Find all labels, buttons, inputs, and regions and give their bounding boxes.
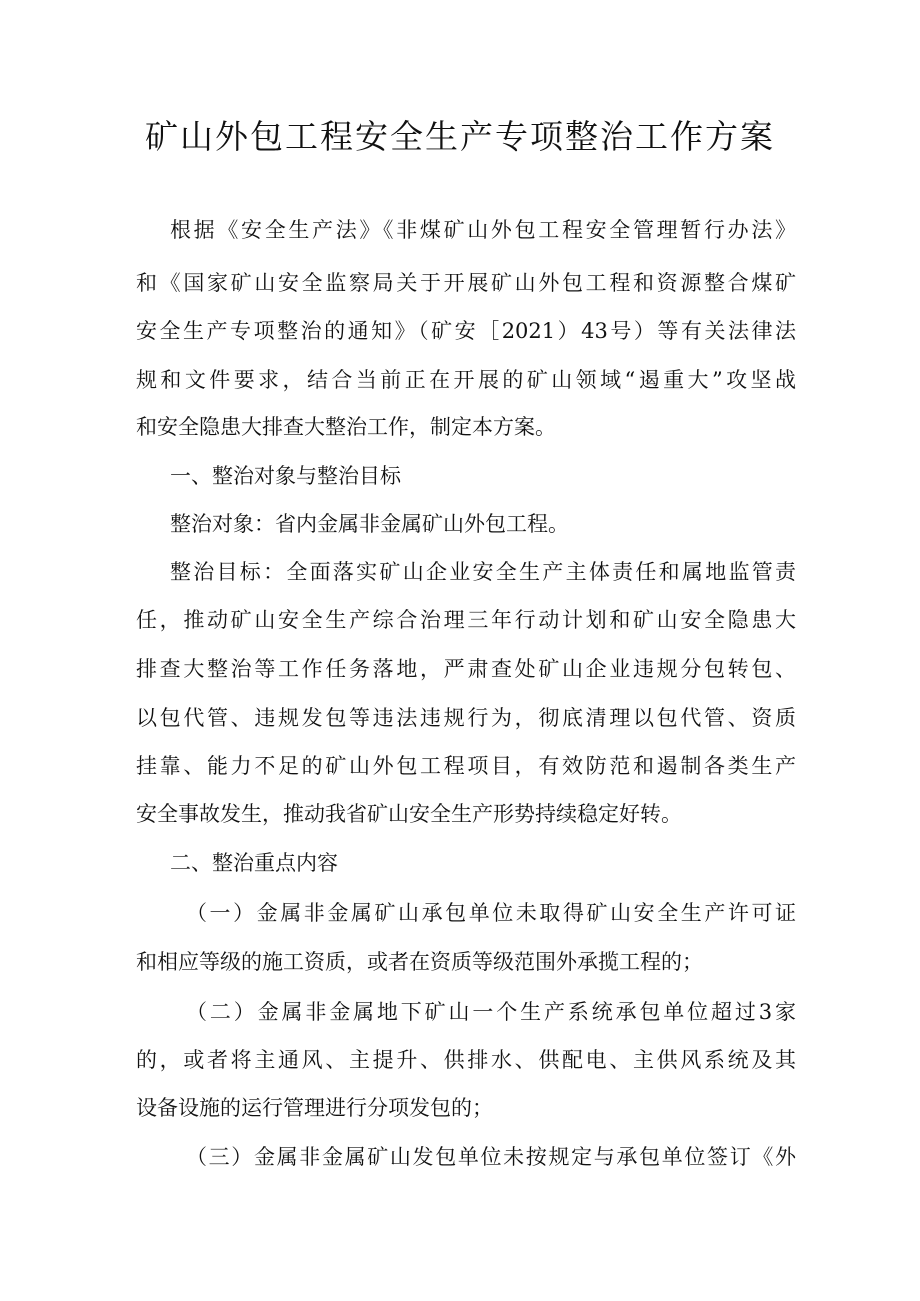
- paragraph-line: 和《国家矿山安全监察局关于开展矿山外包工程和资源整合煤矿: [136, 271, 796, 295]
- list-item-line: 的，或者将主通风、主提升、供排水、供配电、主供风系统及其: [136, 1048, 796, 1072]
- paragraph-line: 挂靠、能力不足的矿山外包工程项目，有效防范和遏制各类生产: [136, 754, 796, 778]
- list-item-line: 设备设施的运行管理进行分项发包的；: [136, 1096, 493, 1120]
- target-object-line: 整治对象：省内金属非金属矿山外包工程。: [170, 512, 569, 536]
- list-item-line: （一）金属非金属矿山承包单位未取得矿山安全生产许可证: [186, 901, 796, 925]
- document-title: 矿山外包工程安全生产专项整治工作方案: [145, 117, 775, 156]
- paragraph-line: 安全事故发生，推动我省矿山安全生产形势持续稳定好转。: [136, 802, 682, 826]
- paragraph-line: 以包代管、违规发包等违法违规行为，彻底清理以包代管、资质: [136, 706, 796, 730]
- list-item-line: （二）金属非金属地下矿山一个生产系统承包单位超过3家: [186, 1000, 796, 1024]
- paragraph-line: 排查大整治等工作任务落地，严肃查处矿山企业违规分包转包、: [136, 657, 796, 681]
- paragraph-line: 任，推动矿山安全生产综合治理三年行动计划和矿山安全隐患大: [136, 608, 796, 632]
- paragraph-line: 根据《安全生产法》《非煤矿山外包工程安全管理暂行办法》: [170, 218, 796, 242]
- section-heading-1: 一、整治对象与整治目标: [170, 464, 401, 488]
- list-item-line: 和相应等级的施工资质，或者在资质等级范围外承揽工程的；: [136, 950, 703, 974]
- paragraph-line: 和安全隐患大排查大整治工作，制定本方案。: [136, 415, 556, 439]
- section-heading-2: 二、整治重点内容: [170, 851, 338, 875]
- list-item-line: （三）金属非金属矿山发包单位未按规定与承包单位签订《外: [186, 1145, 796, 1169]
- paragraph-line: 整治目标：全面落实矿山企业安全生产主体责任和属地监管责: [170, 560, 796, 584]
- paragraph-line: 规和文件要求，结合当前正在开展的矿山领域“遏重大”攻坚战: [136, 368, 796, 392]
- paragraph-line: 安全生产专项整治的通知》（矿安［2021）43号）等有关法律法: [136, 319, 796, 343]
